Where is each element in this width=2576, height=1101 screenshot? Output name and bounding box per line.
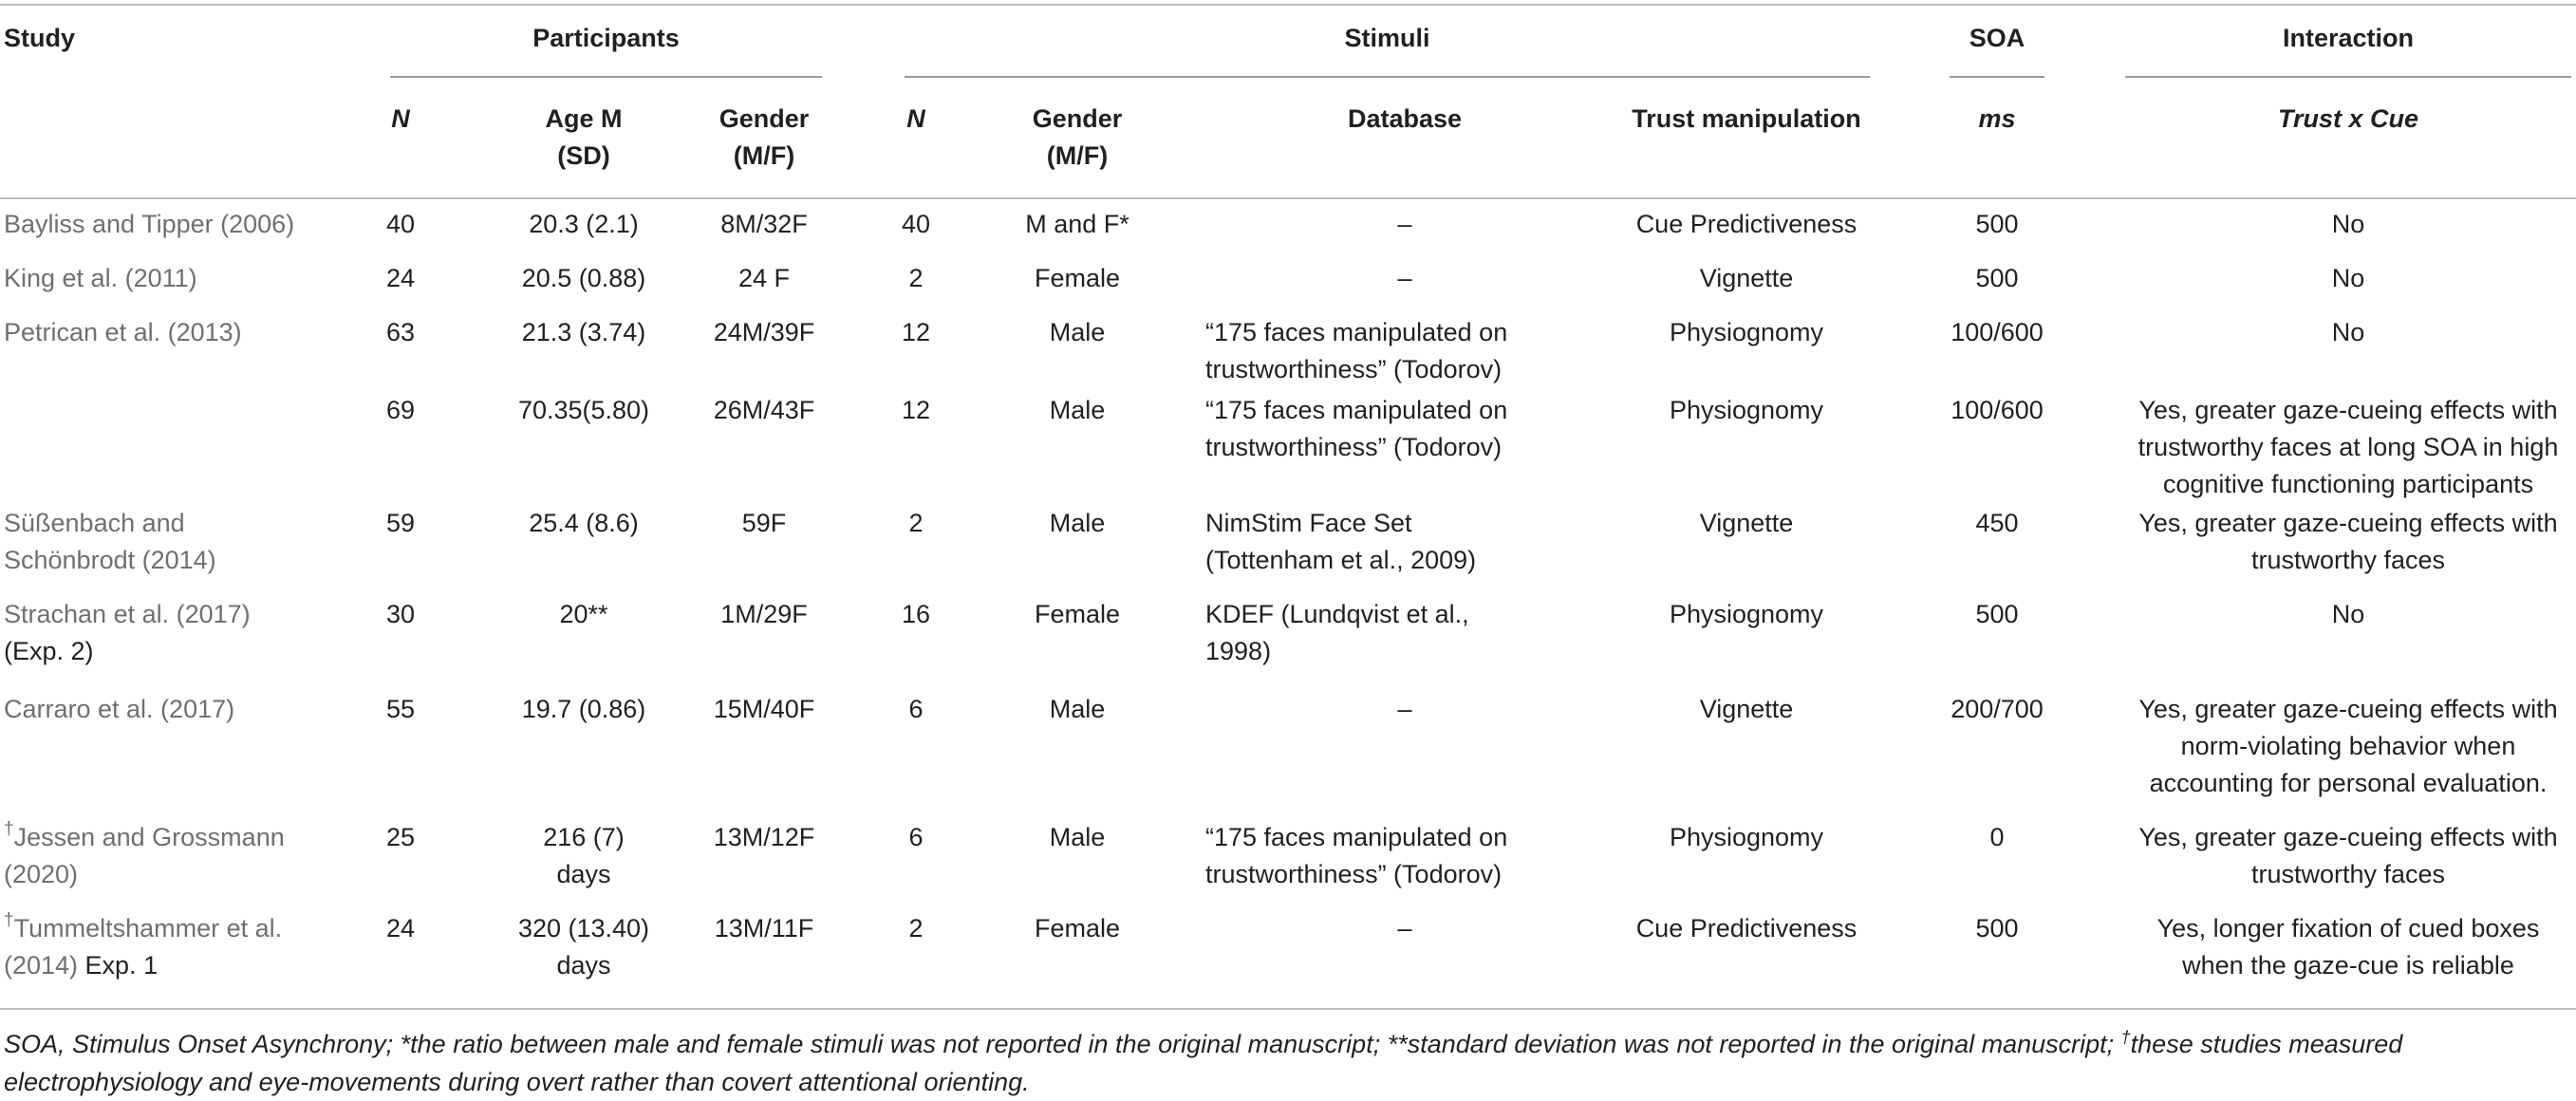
cell-line: 500	[1975, 264, 2019, 292]
subheader-participant-gender-line1: Gender	[719, 104, 810, 133]
cell-age	[494, 691, 674, 728]
cell-line: Cue Predictiveness	[1635, 914, 1857, 942]
cell-line: (Exp. 2)	[4, 637, 94, 665]
cell-line: Carraro et al. (2017)	[4, 695, 235, 723]
cell-line: Cue Predictiveness	[1635, 210, 1857, 238]
cell-db	[1205, 505, 1604, 579]
cell-line: Female	[1034, 264, 1121, 292]
cell-study	[4, 910, 383, 984]
cell-sg	[1016, 819, 1139, 856]
cell-sg	[1016, 505, 1139, 542]
soa-underline	[1950, 76, 2044, 78]
cell-line: days	[556, 860, 611, 888]
cell-pn	[372, 691, 429, 728]
subheader-age-line2: (SD)	[557, 141, 610, 170]
cell-age	[494, 314, 674, 351]
cell-line: 13M/11F	[714, 914, 814, 942]
bottom-rule	[0, 1008, 2576, 1010]
cell-sn	[887, 505, 944, 542]
cell-line: Süßenbach and	[4, 509, 185, 537]
cell-line: trustworthy faces	[2250, 546, 2446, 574]
cell-study	[4, 314, 383, 351]
cell-age	[494, 392, 674, 429]
cell-line: 500	[1975, 600, 2019, 628]
cell-pg	[702, 596, 826, 633]
header-rule	[0, 197, 2576, 199]
cell-line: 200/700	[1951, 695, 2044, 723]
cell-line: Physiognomy	[1669, 823, 1824, 851]
cell-line: –	[1397, 264, 1412, 292]
cell-line: –	[1397, 695, 1412, 723]
cell-line: “175 faces manipulated on	[1205, 396, 1508, 424]
cell-line: 55	[385, 695, 416, 723]
footnote-part1: SOA, Stimulus Onset Asynchrony; *the ratio between male and female stimuli was not reported in the original manuscript; **standard deviation was not reported in the original manuscript;	[4, 1030, 2121, 1058]
cell-line: Physiognomy	[1669, 396, 1824, 424]
col-header-study: Study	[4, 24, 76, 52]
cell-trust	[1604, 819, 1889, 856]
interaction-underline	[2125, 76, 2571, 78]
cell-age	[494, 505, 674, 542]
cell-line: Yes, greater gaze-cueing effects with	[2138, 509, 2558, 537]
participants-underline	[390, 76, 822, 78]
cell-line: Female	[1034, 914, 1121, 942]
cell-sg	[1016, 260, 1139, 297]
cell-line: “175 faces manipulated on	[1205, 318, 1508, 346]
cell-trust	[1604, 260, 1889, 297]
cell-line: Vignette	[1699, 509, 1794, 537]
cell-pg	[702, 505, 826, 542]
cell-sg	[1016, 596, 1139, 633]
cell-inter	[2125, 910, 2571, 984]
cell-line: 59	[385, 509, 416, 537]
cell-line: 20**	[559, 600, 608, 628]
cell-line: Yes, longer fixation of cued boxes	[2156, 914, 2540, 942]
cell-inter	[2125, 314, 2571, 351]
cell-trust	[1604, 505, 1889, 542]
cell-line: 25	[385, 823, 416, 851]
cell-line: †Tummeltshammer et al.	[4, 910, 283, 942]
cell-line: (2020)	[4, 860, 79, 888]
cell-line: trustworthiness” (Todorov)	[1205, 433, 1503, 461]
cell-line: Yes, greater gaze-cueing effects with	[2138, 823, 2558, 851]
cell-sg	[1016, 910, 1139, 947]
cell-line: KDEF (Lundqvist et al.,	[1205, 600, 1469, 628]
cell-db	[1205, 596, 1604, 670]
cell-pg	[702, 910, 826, 947]
cell-line: Vignette	[1699, 695, 1794, 723]
cell-line: trustworthiness” (Todorov)	[1205, 355, 1503, 383]
cell-study	[4, 206, 383, 243]
cell-line: 100/600	[1951, 318, 2044, 346]
cell-trust	[1604, 910, 1889, 947]
cell-study	[4, 505, 383, 579]
cell-age	[494, 260, 674, 297]
cell-line: 0	[1989, 823, 2005, 851]
cell-trust	[1604, 206, 1889, 243]
subheader-participant-gender	[702, 101, 826, 175]
footnote-dagger: †	[2120, 1028, 2131, 1047]
cell-sn	[887, 691, 944, 728]
footnote-part3: electrophysiology and eye-movements during overt rather than covert attentional orienting.	[4, 1068, 1030, 1096]
subheader-stimuli-n: N	[906, 104, 925, 133]
col-header-stimuli: Stimuli	[1344, 24, 1430, 52]
cell-line: Male	[1049, 823, 1106, 851]
subheader-stimuli-gender-line2: (M/F)	[1046, 141, 1109, 170]
cell-line: Male	[1049, 396, 1106, 424]
cell-line: 20.5 (0.88)	[521, 264, 646, 292]
subheader-stimuli-gender	[1016, 101, 1139, 175]
cell-line: norm-violating behavior when	[2180, 732, 2516, 760]
cell-inter	[2125, 505, 2571, 579]
top-rule	[0, 4, 2576, 6]
cell-line: “175 faces manipulated on	[1205, 823, 1508, 851]
subheader-age	[494, 101, 674, 175]
subheader-age-line1: Age M	[545, 104, 623, 133]
cell-line: 26M/43F	[713, 396, 815, 424]
cell-soa	[1950, 392, 2044, 429]
cell-pg	[702, 691, 826, 728]
cell-line: M and F*	[1025, 210, 1129, 238]
cell-line: Physiognomy	[1669, 600, 1824, 628]
cell-line: 13M/12F	[713, 823, 815, 851]
cell-pn	[372, 910, 429, 947]
cell-line: Vignette	[1699, 264, 1794, 292]
cell-soa	[1950, 691, 2044, 728]
cell-age	[494, 206, 674, 243]
cell-line: 320 (13.40)	[517, 914, 650, 942]
cell-pg	[702, 260, 826, 297]
cell-line: 19.7 (0.86)	[521, 695, 646, 723]
cell-inter	[2125, 691, 2571, 802]
footnote-part2: these studies measured	[2130, 1030, 2403, 1058]
cell-line: Petrican et al. (2013)	[4, 318, 242, 346]
cell-line: 24 F	[737, 264, 791, 292]
cell-trust	[1604, 392, 1889, 429]
cell-study	[4, 819, 383, 893]
cell-line: (Tottenham et al., 2009)	[1205, 546, 1477, 574]
cell-line: when the gaze-cue is reliable	[2182, 951, 2514, 980]
cell-pn	[372, 206, 429, 243]
cell-line: No	[2331, 318, 2365, 346]
cell-age	[494, 910, 674, 984]
cell-pn	[372, 819, 429, 856]
cell-soa	[1950, 596, 2044, 633]
cell-line: 24M/39F	[713, 318, 815, 346]
cell-line: 59F	[741, 509, 787, 537]
cell-line: Bayliss and Tipper (2006)	[4, 210, 295, 238]
cell-line: Yes, greater gaze-cueing effects with	[2138, 695, 2558, 723]
cell-line: accounting for personal evaluation.	[2149, 769, 2548, 797]
cell-line: 69	[385, 396, 416, 424]
cell-line: 15M/40F	[713, 695, 815, 723]
cell-line: cognitive functioning participants	[2162, 470, 2534, 498]
cell-db	[1205, 691, 1604, 728]
cell-line: 40	[901, 210, 931, 238]
cell-inter	[2125, 392, 2571, 503]
cell-pg	[702, 392, 826, 429]
subheader-stimuli-gender-line1: Gender	[1032, 104, 1123, 133]
cell-sg	[1016, 691, 1139, 728]
col-header-participants: Participants	[532, 24, 680, 52]
cell-line: Male	[1049, 509, 1106, 537]
cell-line: 70.35(5.80)	[517, 396, 650, 424]
cell-line: 63	[385, 318, 416, 346]
cell-line: 25.4 (8.6)	[529, 509, 639, 537]
cell-line: 24	[385, 264, 416, 292]
cell-trust	[1604, 314, 1889, 351]
cell-pg	[702, 206, 826, 243]
cell-line: 2	[908, 509, 924, 537]
cell-age	[494, 819, 674, 893]
cell-line: 24	[385, 914, 416, 942]
cell-line: NimStim Face Set	[1205, 509, 1412, 537]
cell-pg	[702, 314, 826, 351]
cell-line: King et al. (2011)	[4, 264, 197, 292]
cell-line: Yes, greater gaze-cueing effects with	[2138, 396, 2558, 424]
col-header-interaction: Interaction	[2282, 24, 2415, 52]
cell-line: trustworthy faces at long SOA in high	[2137, 433, 2559, 461]
cell-sn	[887, 819, 944, 856]
cell-line: 1998)	[1205, 637, 1272, 665]
cell-line: 6	[908, 823, 924, 851]
table-footnote	[4, 1025, 2572, 1101]
cell-line: 450	[1975, 509, 2019, 537]
cell-pg	[702, 819, 826, 856]
cell-line: –	[1397, 914, 1412, 942]
cell-line: 21.3 (3.74)	[521, 318, 646, 346]
cell-line: 6	[908, 695, 924, 723]
cell-line: 1M/29F	[720, 600, 808, 628]
cell-line: 500	[1975, 914, 2019, 942]
cell-line: 2	[908, 264, 924, 292]
cell-soa	[1950, 314, 2044, 351]
cell-sn	[887, 206, 944, 243]
stimuli-underline	[905, 76, 1870, 78]
subheader-participant-gender-line2: (M/F)	[733, 141, 795, 170]
cell-sn	[887, 910, 944, 947]
cell-line: 216 (7)	[543, 823, 625, 851]
subheader-soa-unit: ms	[1978, 104, 2016, 133]
cell-study	[4, 260, 383, 297]
cell-line: (2014) Exp. 1	[4, 951, 159, 980]
cell-inter	[2125, 596, 2571, 633]
cell-age	[494, 596, 674, 633]
cell-soa	[1950, 910, 2044, 947]
cell-db	[1205, 206, 1604, 243]
cell-soa	[1950, 819, 2044, 856]
cell-db	[1205, 260, 1604, 297]
cell-soa	[1950, 260, 2044, 297]
cell-trust	[1604, 596, 1889, 633]
cell-sn	[887, 260, 944, 297]
cell-line: No	[2331, 210, 2365, 238]
cell-sg	[1016, 314, 1139, 351]
cell-line: Male	[1049, 318, 1106, 346]
cell-line: 12	[901, 396, 931, 424]
cell-line: No	[2331, 264, 2365, 292]
cell-inter	[2125, 260, 2571, 297]
cell-line: Strachan et al. (2017)	[4, 600, 251, 628]
cell-study	[4, 596, 383, 670]
cell-pn	[372, 596, 429, 633]
cell-pn	[372, 392, 429, 429]
cell-study	[4, 691, 383, 728]
col-header-soa: SOA	[1969, 24, 2025, 52]
cell-sg	[1016, 206, 1139, 243]
cell-sg	[1016, 392, 1139, 429]
cell-line: days	[556, 951, 611, 980]
cell-line: 12	[901, 318, 931, 346]
cell-line: 16	[901, 600, 931, 628]
cell-db	[1205, 392, 1604, 466]
cell-soa	[1950, 206, 2044, 243]
cell-line: 100/600	[1951, 396, 2044, 424]
subheader-database: Database	[1347, 104, 1463, 133]
cell-sn	[887, 314, 944, 351]
cell-line: †Jessen and Grossmann	[4, 819, 285, 851]
cell-sn	[887, 596, 944, 633]
cell-line: Schönbrodt (2014)	[4, 546, 216, 574]
cell-line: Male	[1049, 695, 1106, 723]
cell-sn	[887, 392, 944, 429]
subheader-interaction: Trust x Cue	[2277, 104, 2419, 133]
cell-line: –	[1397, 210, 1412, 238]
cell-line: Female	[1034, 600, 1121, 628]
cell-inter	[2125, 206, 2571, 243]
cell-line: 8M/32F	[720, 210, 808, 238]
cell-line: trustworthiness” (Todorov)	[1205, 860, 1503, 888]
cell-inter	[2125, 819, 2571, 893]
cell-line: No	[2331, 600, 2365, 628]
cell-line: Physiognomy	[1669, 318, 1824, 346]
cell-line: 2	[908, 914, 924, 942]
cell-line: 500	[1975, 210, 2019, 238]
cell-line: 40	[385, 210, 416, 238]
cell-pn	[372, 505, 429, 542]
subheader-trust-manipulation: Trust manipulation	[1632, 104, 1861, 133]
cell-line: 20.3 (2.1)	[529, 210, 639, 238]
cell-db	[1205, 819, 1604, 893]
cell-line: trustworthy faces	[2250, 860, 2446, 888]
subheader-participants-n: N	[391, 104, 410, 133]
cell-db	[1205, 314, 1604, 388]
cell-db	[1205, 910, 1604, 947]
cell-soa	[1950, 505, 2044, 542]
cell-trust	[1604, 691, 1889, 728]
cell-pn	[372, 314, 429, 351]
cell-line: 30	[385, 600, 416, 628]
cell-pn	[372, 260, 429, 297]
